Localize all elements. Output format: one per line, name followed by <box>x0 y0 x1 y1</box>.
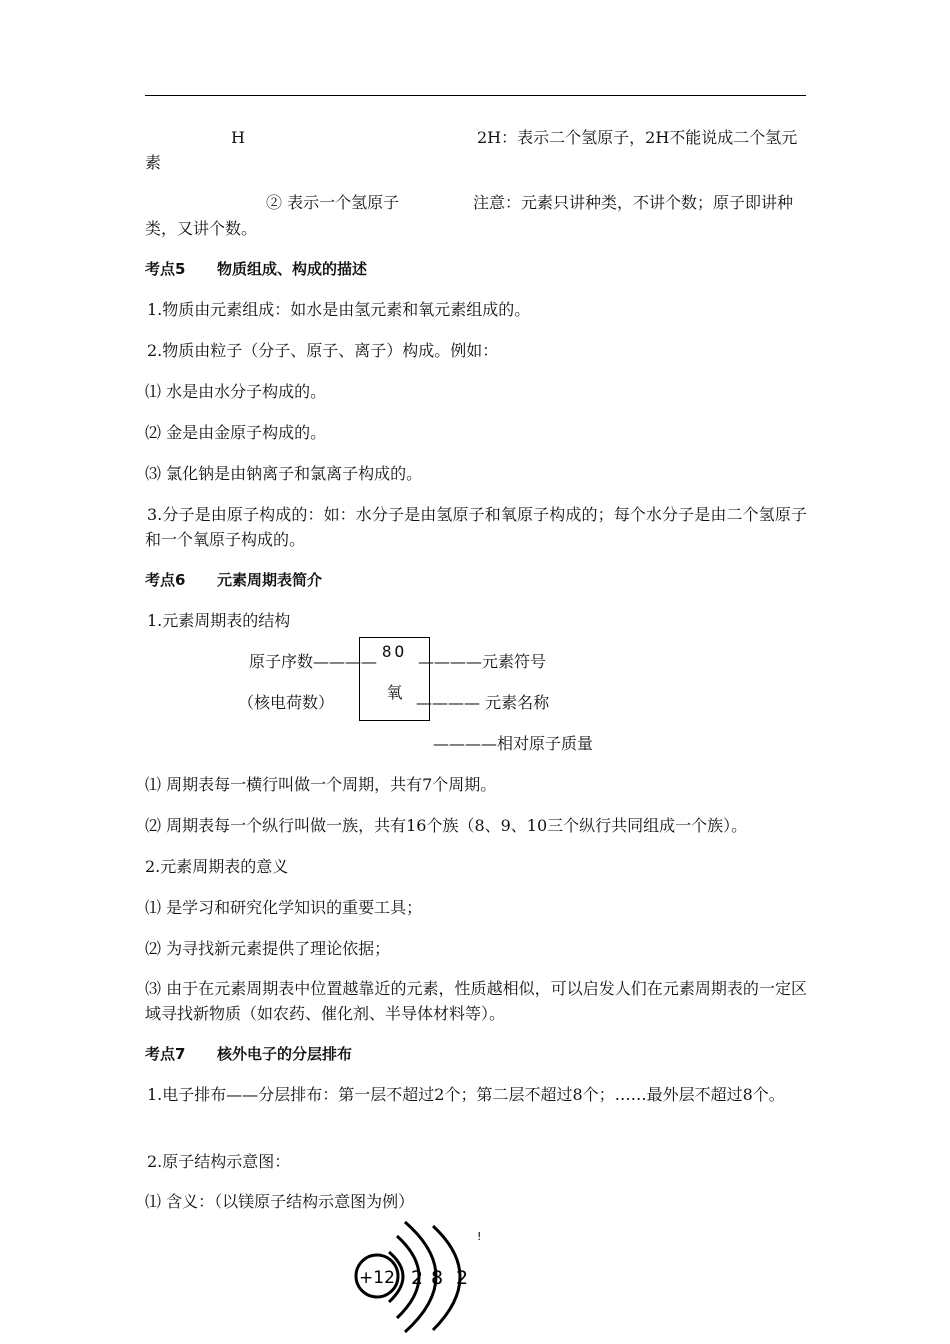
header-rule <box>145 95 806 96</box>
hydrogen-symbol: H <box>231 128 245 147</box>
section-title: 元素周期表简介 <box>217 571 323 589</box>
section-heading-kp6 <box>145 570 322 590</box>
paragraph: ⑶ 由于在元素周期表中位置越靠近的元素，性质越相似，可以启发人们在元素周期表的一定区域寻找新物质（如农药、催化剂、半导体材料等）。 <box>145 979 807 1023</box>
intro-line: 2H：表示二个氢原子，2H不能说成二个氢元 <box>477 128 798 147</box>
subsection-title: 2.元素周期表的意义 <box>145 857 289 876</box>
list-item: ⑴ 是学习和研究化学知识的重要工具； <box>145 898 423 917</box>
list-item: ⑵ 金是由金原子构成的。 <box>145 423 327 442</box>
list-item: ⑴ 水是由水分子构成的。 <box>145 382 327 401</box>
intro-note-cont: 类，又讲个数。 <box>145 219 258 238</box>
list-item: 2.物质由粒子（分子、原子、离子）构成。例如： <box>147 341 499 360</box>
intro-note: 注意：元素只讲种类，不讲个数；原子即讲种 <box>473 193 794 212</box>
section-title: 物质组成、构成的描述 <box>217 260 368 278</box>
hydrogen-meaning: ② 表示一个氢原子 <box>266 193 400 212</box>
section-title: 核外电子的分层排布 <box>217 1045 353 1063</box>
section-number: 考点5 <box>145 260 186 278</box>
atomic-number-label: 原子序数———— <box>249 652 378 671</box>
list-item: ⑴ 周期表每一横行叫做一个周期，共有7个周期。 <box>145 775 497 794</box>
atomic-mass-label: ————相对原子质量 <box>433 734 594 753</box>
paragraph: 1.电子排布——分层排布：第一层不超过2个；第二层不超过8个；……最外层不超过8个。 <box>147 1085 785 1104</box>
list-item: 1.物质由元素组成：如水是由氢元素和氧元素组成的。 <box>147 300 531 319</box>
section-number: 考点6 <box>145 571 186 589</box>
nucleus-charge: +12 <box>359 1268 395 1288</box>
nuclear-charge-label: （核电荷数） <box>238 693 335 712</box>
section-heading-kp5 <box>145 259 367 279</box>
list-item: ⑵ 周期表每一个纵行叫做一族，共有16个族（8、9、10三个纵行共同组成一个族）。 <box>145 816 748 835</box>
shell-electron-count: 2 <box>411 1267 424 1289</box>
element-name-label: ———— 元素名称 <box>416 693 550 712</box>
list-item: ⑶ 氯化钠是由钠离子和氯离子构成的。 <box>145 464 423 483</box>
intro-line-cont: 素 <box>145 153 162 172</box>
diagram-mark: ! <box>477 1230 482 1243</box>
magnesium-atom-diagram <box>345 1218 505 1338</box>
paragraph: 3.分子是由原子构成的：如：水分子是由氢原子和氧原子构成的；每个水分子是由二个氢原子和一个氧原子构成的。 <box>145 505 807 549</box>
subsection-title: 1.元素周期表的结构 <box>147 611 291 630</box>
list-item: ⑵ 为寻找新元素提供了理论依据； <box>145 939 391 958</box>
section-heading-kp7 <box>145 1044 352 1064</box>
shell-electron-count: 8 <box>431 1267 444 1289</box>
section-number: 考点7 <box>145 1045 186 1063</box>
shell-electron-count: 2 <box>456 1267 469 1289</box>
list-item: ⑴ 含义：（以镁原子结构示意图为例） <box>145 1192 415 1211</box>
element-symbol-label: ————元素符号 <box>418 652 547 671</box>
element-atomic-number: 8O <box>381 642 408 661</box>
subsection-title: 2.原子结构示意图： <box>147 1152 291 1171</box>
element-name: 氧 <box>386 683 403 702</box>
